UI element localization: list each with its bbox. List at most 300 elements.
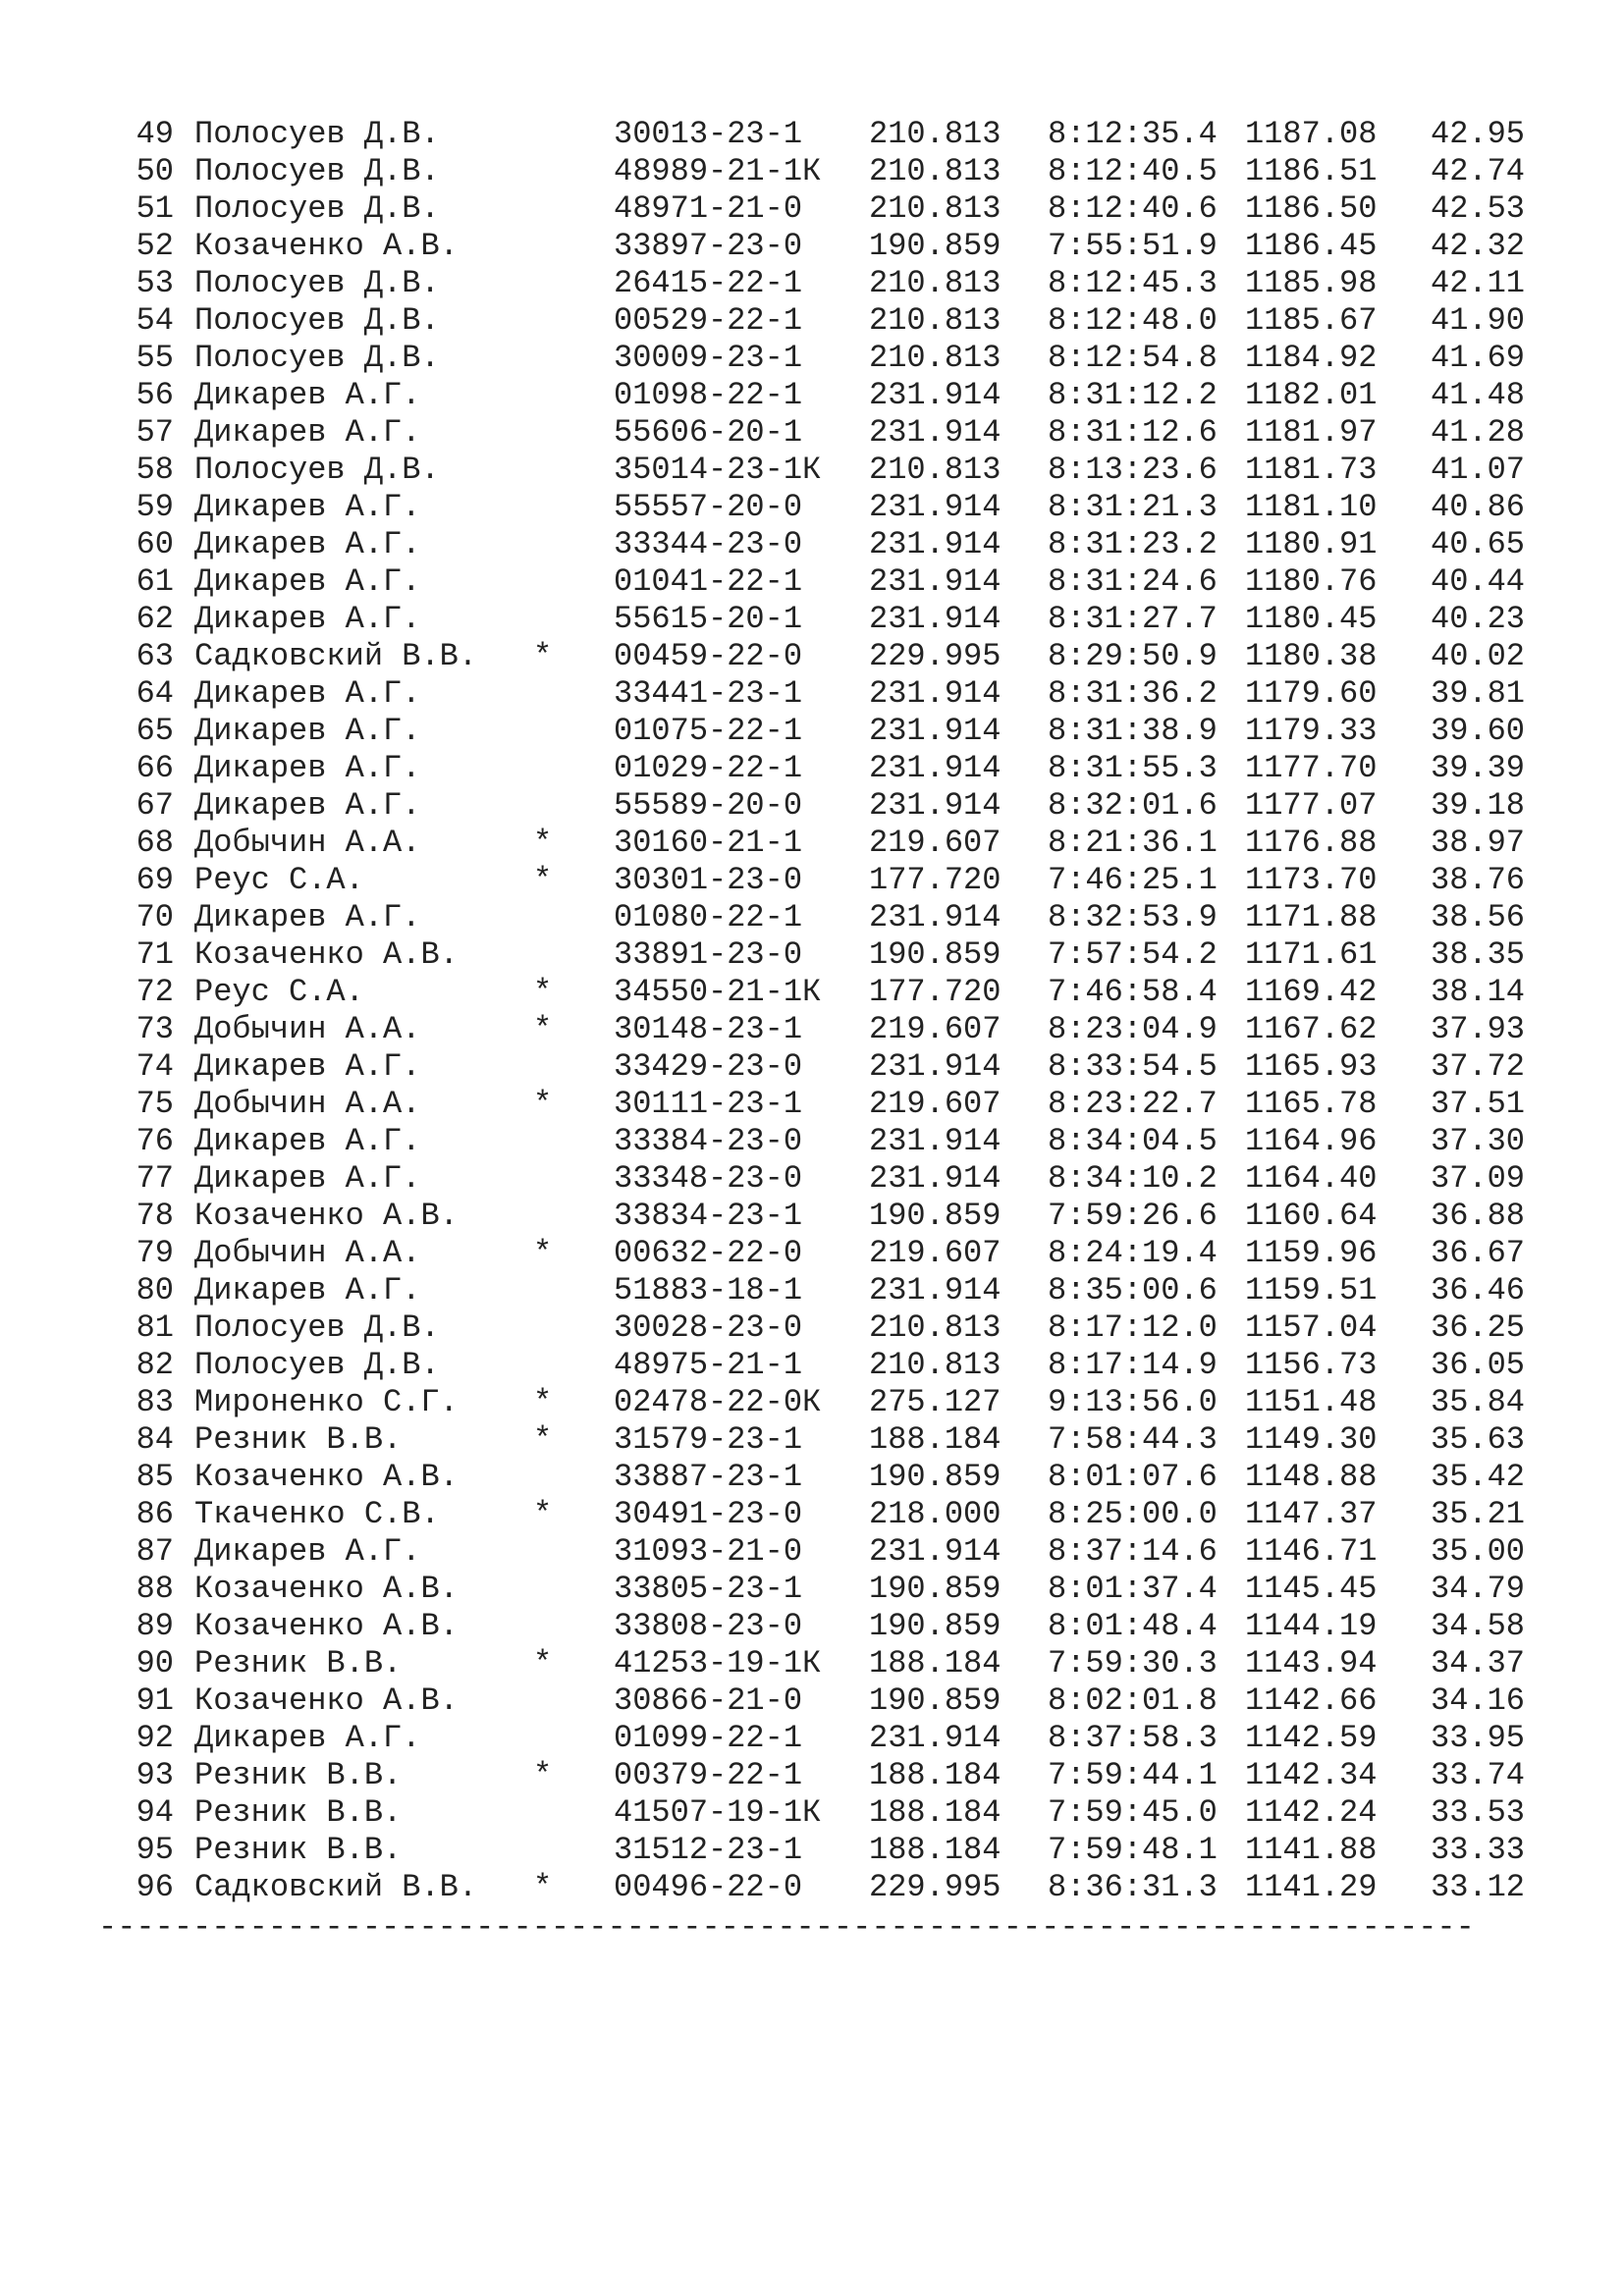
distance: 229.995: [869, 638, 1001, 674]
ring-number: 33805-23-1: [614, 1571, 803, 1607]
points: 36.05: [1430, 1347, 1525, 1383]
speed: 1165.93: [1245, 1048, 1378, 1085]
speed: 1186.51: [1245, 153, 1378, 189]
row-number: 64: [135, 675, 174, 712]
distance: 231.914: [869, 1160, 1001, 1197]
flight-time: 8:34:04.5: [1048, 1123, 1218, 1159]
distance: 190.859: [869, 1198, 1001, 1234]
ring-number: 55606-20-1: [614, 414, 803, 451]
points: 39.60: [1430, 713, 1525, 749]
speed: 1144.19: [1245, 1608, 1378, 1644]
mark-asterisk: *: [533, 1496, 553, 1532]
ring-number: 35014-23-1К: [614, 452, 822, 488]
flight-time: 8:33:54.5: [1048, 1048, 1218, 1085]
table-row: [0, 116, 1624, 153]
flight-time: 8:02:01.8: [1048, 1682, 1218, 1719]
row-number: 61: [135, 563, 174, 600]
row-number: 95: [135, 1832, 174, 1868]
row-number: 67: [135, 787, 174, 824]
table-row: [0, 302, 1624, 340]
row-number: 92: [135, 1720, 174, 1756]
distance: 231.914: [869, 563, 1001, 600]
table-row: [0, 1421, 1624, 1459]
fancier-name: Козаченко А.В.: [194, 1608, 459, 1644]
flight-time: 8:31:24.6: [1048, 563, 1218, 600]
points: 40.23: [1430, 601, 1525, 637]
table-row: [0, 1832, 1624, 1869]
ring-number: 31512-23-1: [614, 1832, 803, 1868]
mark-asterisk: *: [533, 1421, 553, 1458]
points: 40.86: [1430, 489, 1525, 525]
speed: 1176.88: [1245, 825, 1378, 861]
flight-time: 8:35:00.6: [1048, 1272, 1218, 1308]
ring-number: 26415-22-1: [614, 265, 803, 301]
ring-number: 01080-22-1: [614, 899, 803, 935]
row-number: 50: [135, 153, 174, 189]
ring-number: 33441-23-1: [614, 675, 803, 712]
distance: 231.914: [869, 377, 1001, 413]
speed: 1159.51: [1245, 1272, 1378, 1308]
table-row: [0, 601, 1624, 638]
ring-number: 33891-23-0: [614, 936, 803, 973]
points: 39.81: [1430, 675, 1525, 712]
points: 36.88: [1430, 1198, 1525, 1234]
table-row: [0, 787, 1624, 825]
fancier-name: Полосуев Д.В.: [194, 452, 440, 488]
flight-time: 8:01:48.4: [1048, 1608, 1218, 1644]
fancier-name: Козаченко А.В.: [194, 1682, 459, 1719]
fancier-name: Полосуев Д.В.: [194, 190, 440, 227]
speed: 1151.48: [1245, 1384, 1378, 1420]
table-row: [0, 1571, 1624, 1608]
mark-asterisk: *: [533, 1645, 553, 1682]
flight-time: 8:12:48.0: [1048, 302, 1218, 339]
ring-number: 31579-23-1: [614, 1421, 803, 1458]
points: 37.93: [1430, 1011, 1525, 1047]
distance: 177.720: [869, 974, 1001, 1010]
ring-number: 30148-23-1: [614, 1011, 803, 1047]
speed: 1181.73: [1245, 452, 1378, 488]
ring-number: 00529-22-1: [614, 302, 803, 339]
distance: 210.813: [869, 452, 1001, 488]
mark-asterisk: *: [533, 1086, 553, 1122]
points: 36.25: [1430, 1309, 1525, 1346]
table-row: [0, 1309, 1624, 1347]
distance: 210.813: [869, 1347, 1001, 1383]
fancier-name: Мироненко С.Г.: [194, 1384, 459, 1420]
table-row: [0, 1757, 1624, 1794]
ring-number: 33897-23-0: [614, 228, 803, 264]
flight-time: 8:37:14.6: [1048, 1533, 1218, 1570]
ring-number: 48989-21-1К: [614, 153, 822, 189]
distance: 231.914: [869, 526, 1001, 562]
table-row: [0, 153, 1624, 190]
ring-number: 30301-23-0: [614, 862, 803, 898]
distance: 188.184: [869, 1832, 1001, 1868]
table-row: [0, 825, 1624, 862]
ring-number: 55589-20-0: [614, 787, 803, 824]
speed: 1180.38: [1245, 638, 1378, 674]
points: 34.58: [1430, 1608, 1525, 1644]
row-number: 90: [135, 1645, 174, 1682]
points: 35.84: [1430, 1384, 1525, 1420]
row-number: 60: [135, 526, 174, 562]
table-row: [0, 974, 1624, 1011]
distance: 231.914: [869, 1272, 1001, 1308]
fancier-name: Козаченко А.В.: [194, 1571, 459, 1607]
speed: 1159.96: [1245, 1235, 1378, 1271]
speed: 1173.70: [1245, 862, 1378, 898]
ring-number: 33887-23-1: [614, 1459, 803, 1495]
fancier-name: Дикарев А.Г.: [194, 1533, 421, 1570]
flight-time: 8:31:21.3: [1048, 489, 1218, 525]
row-number: 76: [135, 1123, 174, 1159]
fancier-name: Добычин А.А.: [194, 825, 421, 861]
fancier-name: Дикарев А.Г.: [194, 899, 421, 935]
ring-number: 33384-23-0: [614, 1123, 803, 1159]
speed: 1180.76: [1245, 563, 1378, 600]
flight-time: 8:12:40.6: [1048, 190, 1218, 227]
flight-time: 9:13:56.0: [1048, 1384, 1218, 1420]
speed: 1177.07: [1245, 787, 1378, 824]
table-row: [0, 1459, 1624, 1496]
speed: 1185.98: [1245, 265, 1378, 301]
ring-number: 33348-23-0: [614, 1160, 803, 1197]
ring-number: 30013-23-1: [614, 116, 803, 152]
distance: 188.184: [869, 1757, 1001, 1793]
speed: 1142.24: [1245, 1794, 1378, 1831]
flight-time: 8:23:04.9: [1048, 1011, 1218, 1047]
speed: 1142.59: [1245, 1720, 1378, 1756]
distance: 177.720: [869, 862, 1001, 898]
table-row: [0, 190, 1624, 228]
table-row: [0, 377, 1624, 414]
table-row: [0, 1682, 1624, 1720]
fancier-name: Добычин А.А.: [194, 1086, 421, 1122]
table-row: [0, 750, 1624, 787]
row-number: 82: [135, 1347, 174, 1383]
distance: 218.000: [869, 1496, 1001, 1532]
fancier-name: Садковский В.В.: [194, 638, 478, 674]
distance: 231.914: [869, 489, 1001, 525]
row-number: 91: [135, 1682, 174, 1719]
fancier-name: Резник В.В.: [194, 1645, 403, 1682]
speed: 1187.08: [1245, 116, 1378, 152]
ring-number: 55615-20-1: [614, 601, 803, 637]
flight-time: 8:13:23.6: [1048, 452, 1218, 488]
points: 37.72: [1430, 1048, 1525, 1085]
ring-number: 48975-21-1: [614, 1347, 803, 1383]
points: 40.65: [1430, 526, 1525, 562]
speed: 1186.45: [1245, 228, 1378, 264]
flight-time: 7:59:44.1: [1048, 1757, 1218, 1793]
row-number: 86: [135, 1496, 174, 1532]
distance: 231.914: [869, 414, 1001, 451]
distance: 190.859: [869, 228, 1001, 264]
row-number: 89: [135, 1608, 174, 1644]
points: 33.33: [1430, 1832, 1525, 1868]
ring-number: 00496-22-0: [614, 1869, 803, 1905]
table-row: [0, 1347, 1624, 1384]
ring-number: 41253-19-1К: [614, 1645, 822, 1682]
flight-time: 8:23:22.7: [1048, 1086, 1218, 1122]
results-table: [0, 116, 1624, 1906]
row-number: 81: [135, 1309, 174, 1346]
flight-time: 8:31:12.6: [1048, 414, 1218, 451]
row-number: 72: [135, 974, 174, 1010]
ring-number: 33344-23-0: [614, 526, 803, 562]
row-number: 51: [135, 190, 174, 227]
flight-time: 8:25:00.0: [1048, 1496, 1218, 1532]
ring-number: 34550-21-1К: [614, 974, 822, 1010]
speed: 1185.67: [1245, 302, 1378, 339]
distance: 219.607: [869, 825, 1001, 861]
distance: 210.813: [869, 153, 1001, 189]
table-row: [0, 563, 1624, 601]
table-row: [0, 1384, 1624, 1421]
speed: 1157.04: [1245, 1309, 1378, 1346]
ring-number: 30028-23-0: [614, 1309, 803, 1346]
points: 33.12: [1430, 1869, 1525, 1905]
points: 37.51: [1430, 1086, 1525, 1122]
speed: 1147.37: [1245, 1496, 1378, 1532]
distance: 210.813: [869, 340, 1001, 376]
speed: 1145.45: [1245, 1571, 1378, 1607]
ring-number: 01075-22-1: [614, 713, 803, 749]
row-number: 77: [135, 1160, 174, 1197]
row-number: 93: [135, 1757, 174, 1793]
flight-time: 8:01:07.6: [1048, 1459, 1218, 1495]
table-row: [0, 1123, 1624, 1160]
points: 41.07: [1430, 452, 1525, 488]
fancier-name: Козаченко А.В.: [194, 1459, 459, 1495]
fancier-name: Козаченко А.В.: [194, 936, 459, 973]
speed: 1180.45: [1245, 601, 1378, 637]
mark-asterisk: *: [533, 1869, 553, 1905]
ring-number: 31093-21-0: [614, 1533, 803, 1570]
distance: 231.914: [869, 601, 1001, 637]
points: 35.63: [1430, 1421, 1525, 1458]
points: 35.42: [1430, 1459, 1525, 1495]
table-row: [0, 1496, 1624, 1533]
points: 38.56: [1430, 899, 1525, 935]
distance: 231.914: [869, 713, 1001, 749]
distance: 231.914: [869, 1048, 1001, 1085]
fancier-name: Козаченко А.В.: [194, 1198, 459, 1234]
distance: 229.995: [869, 1869, 1001, 1905]
ring-number: 30111-23-1: [614, 1086, 803, 1122]
table-row: [0, 1198, 1624, 1235]
fancier-name: Дикарев А.Г.: [194, 1123, 421, 1159]
distance: 190.859: [869, 1682, 1001, 1719]
distance: 219.607: [869, 1011, 1001, 1047]
row-number: 84: [135, 1421, 174, 1458]
ring-number: 51883-18-1: [614, 1272, 803, 1308]
flight-time: 8:29:50.9: [1048, 638, 1218, 674]
flight-time: 7:55:51.9: [1048, 228, 1218, 264]
distance: 219.607: [869, 1235, 1001, 1271]
distance: 190.859: [869, 1459, 1001, 1495]
distance: 231.914: [869, 1533, 1001, 1570]
row-number: 85: [135, 1459, 174, 1495]
flight-time: 7:59:26.6: [1048, 1198, 1218, 1234]
fancier-name: Дикарев А.Г.: [194, 414, 421, 451]
flight-time: 8:32:01.6: [1048, 787, 1218, 824]
flight-time: 7:58:44.3: [1048, 1421, 1218, 1458]
mark-asterisk: *: [533, 638, 553, 674]
distance: 210.813: [869, 116, 1001, 152]
ring-number: 41507-19-1К: [614, 1794, 822, 1831]
mark-asterisk: *: [533, 1384, 553, 1420]
points: 42.32: [1430, 228, 1525, 264]
row-number: 83: [135, 1384, 174, 1420]
footer-separator-line: -------------------------------------------------------------------------: [98, 1909, 1475, 1946]
flight-time: 7:59:30.3: [1048, 1645, 1218, 1682]
fancier-name: Полосуев Д.В.: [194, 302, 440, 339]
distance: 231.914: [869, 675, 1001, 712]
row-number: 63: [135, 638, 174, 674]
points: 42.11: [1430, 265, 1525, 301]
table-row: [0, 340, 1624, 377]
row-number: 70: [135, 899, 174, 935]
points: 42.74: [1430, 153, 1525, 189]
speed: 1142.66: [1245, 1682, 1378, 1719]
flight-time: 8:31:27.7: [1048, 601, 1218, 637]
table-row: [0, 675, 1624, 713]
row-number: 57: [135, 414, 174, 451]
fancier-name: Резник В.В.: [194, 1794, 403, 1831]
table-row: [0, 1794, 1624, 1832]
row-number: 58: [135, 452, 174, 488]
distance: 275.127: [869, 1384, 1001, 1420]
fancier-name: Резник В.В.: [194, 1757, 403, 1793]
distance: 190.859: [869, 1571, 1001, 1607]
speed: 1156.73: [1245, 1347, 1378, 1383]
points: 34.16: [1430, 1682, 1525, 1719]
mark-asterisk: *: [533, 1235, 553, 1271]
points: 36.46: [1430, 1272, 1525, 1308]
ring-number: 00379-22-1: [614, 1757, 803, 1793]
points: 40.02: [1430, 638, 1525, 674]
flight-time: 7:59:45.0: [1048, 1794, 1218, 1831]
table-row: [0, 1086, 1624, 1123]
row-number: 74: [135, 1048, 174, 1085]
row-number: 53: [135, 265, 174, 301]
table-row: [0, 862, 1624, 899]
row-number: 87: [135, 1533, 174, 1570]
ring-number: 33429-23-0: [614, 1048, 803, 1085]
points: 38.76: [1430, 862, 1525, 898]
flight-time: 8:01:37.4: [1048, 1571, 1218, 1607]
row-number: 94: [135, 1794, 174, 1831]
speed: 1182.01: [1245, 377, 1378, 413]
mark-asterisk: *: [533, 1757, 553, 1793]
fancier-name: Дикарев А.Г.: [194, 1160, 421, 1197]
fancier-name: Садковский В.В.: [194, 1869, 478, 1905]
speed: 1149.30: [1245, 1421, 1378, 1458]
distance: 210.813: [869, 302, 1001, 339]
distance: 231.914: [869, 899, 1001, 935]
row-number: 69: [135, 862, 174, 898]
flight-time: 7:46:25.1: [1048, 862, 1218, 898]
fancier-name: Дикарев А.Г.: [194, 601, 421, 637]
flight-time: 8:34:10.2: [1048, 1160, 1218, 1197]
points: 34.79: [1430, 1571, 1525, 1607]
points: 35.21: [1430, 1496, 1525, 1532]
points: 35.00: [1430, 1533, 1525, 1570]
table-row: [0, 452, 1624, 489]
flight-time: 8:12:35.4: [1048, 116, 1218, 152]
flight-time: 8:32:53.9: [1048, 899, 1218, 935]
fancier-name: Реус С.А.: [194, 974, 364, 1010]
speed: 1181.10: [1245, 489, 1378, 525]
ring-number: 30866-21-0: [614, 1682, 803, 1719]
points: 38.35: [1430, 936, 1525, 973]
fancier-name: Дикарев А.Г.: [194, 713, 421, 749]
points: 38.97: [1430, 825, 1525, 861]
speed: 1180.91: [1245, 526, 1378, 562]
ring-number: 02478-22-0К: [614, 1384, 822, 1420]
ring-number: 33808-23-0: [614, 1608, 803, 1644]
fancier-name: Резник В.В.: [194, 1832, 403, 1868]
ring-number: 30009-23-1: [614, 340, 803, 376]
points: 39.18: [1430, 787, 1525, 824]
flight-time: 8:31:38.9: [1048, 713, 1218, 749]
fancier-name: Полосуев Д.В.: [194, 153, 440, 189]
flight-time: 7:59:48.1: [1048, 1832, 1218, 1868]
ring-number: 48971-21-0: [614, 190, 803, 227]
table-row: [0, 638, 1624, 675]
points: 42.53: [1430, 190, 1525, 227]
points: 33.95: [1430, 1720, 1525, 1756]
distance: 210.813: [869, 1309, 1001, 1346]
points: 36.67: [1430, 1235, 1525, 1271]
speed: 1142.34: [1245, 1757, 1378, 1793]
table-row: [0, 899, 1624, 936]
fancier-name: Резник В.В.: [194, 1421, 403, 1458]
flight-time: 8:36:31.3: [1048, 1869, 1218, 1905]
flight-time: 7:46:58.4: [1048, 974, 1218, 1010]
distance: 219.607: [869, 1086, 1001, 1122]
points: 39.39: [1430, 750, 1525, 786]
speed: 1177.70: [1245, 750, 1378, 786]
speed: 1165.78: [1245, 1086, 1378, 1122]
distance: 190.859: [869, 936, 1001, 973]
flight-time: 8:24:19.4: [1048, 1235, 1218, 1271]
table-row: [0, 1608, 1624, 1645]
row-number: 59: [135, 489, 174, 525]
row-number: 88: [135, 1571, 174, 1607]
row-number: 49: [135, 116, 174, 152]
fancier-name: Реус С.А.: [194, 862, 364, 898]
fancier-name: Дикарев А.Г.: [194, 526, 421, 562]
fancier-name: Дикарев А.Г.: [194, 750, 421, 786]
row-number: 75: [135, 1086, 174, 1122]
distance: 210.813: [869, 265, 1001, 301]
ring-number: 00459-22-0: [614, 638, 803, 674]
speed: 1169.42: [1245, 974, 1378, 1010]
flight-time: 7:57:54.2: [1048, 936, 1218, 973]
row-number: 80: [135, 1272, 174, 1308]
ring-number: 55557-20-0: [614, 489, 803, 525]
speed: 1167.62: [1245, 1011, 1378, 1047]
distance: 190.859: [869, 1608, 1001, 1644]
table-row: [0, 713, 1624, 750]
fancier-name: Полосуев Д.В.: [194, 265, 440, 301]
fancier-name: Дикарев А.Г.: [194, 675, 421, 712]
table-row: [0, 1533, 1624, 1571]
table-row: [0, 1645, 1624, 1682]
